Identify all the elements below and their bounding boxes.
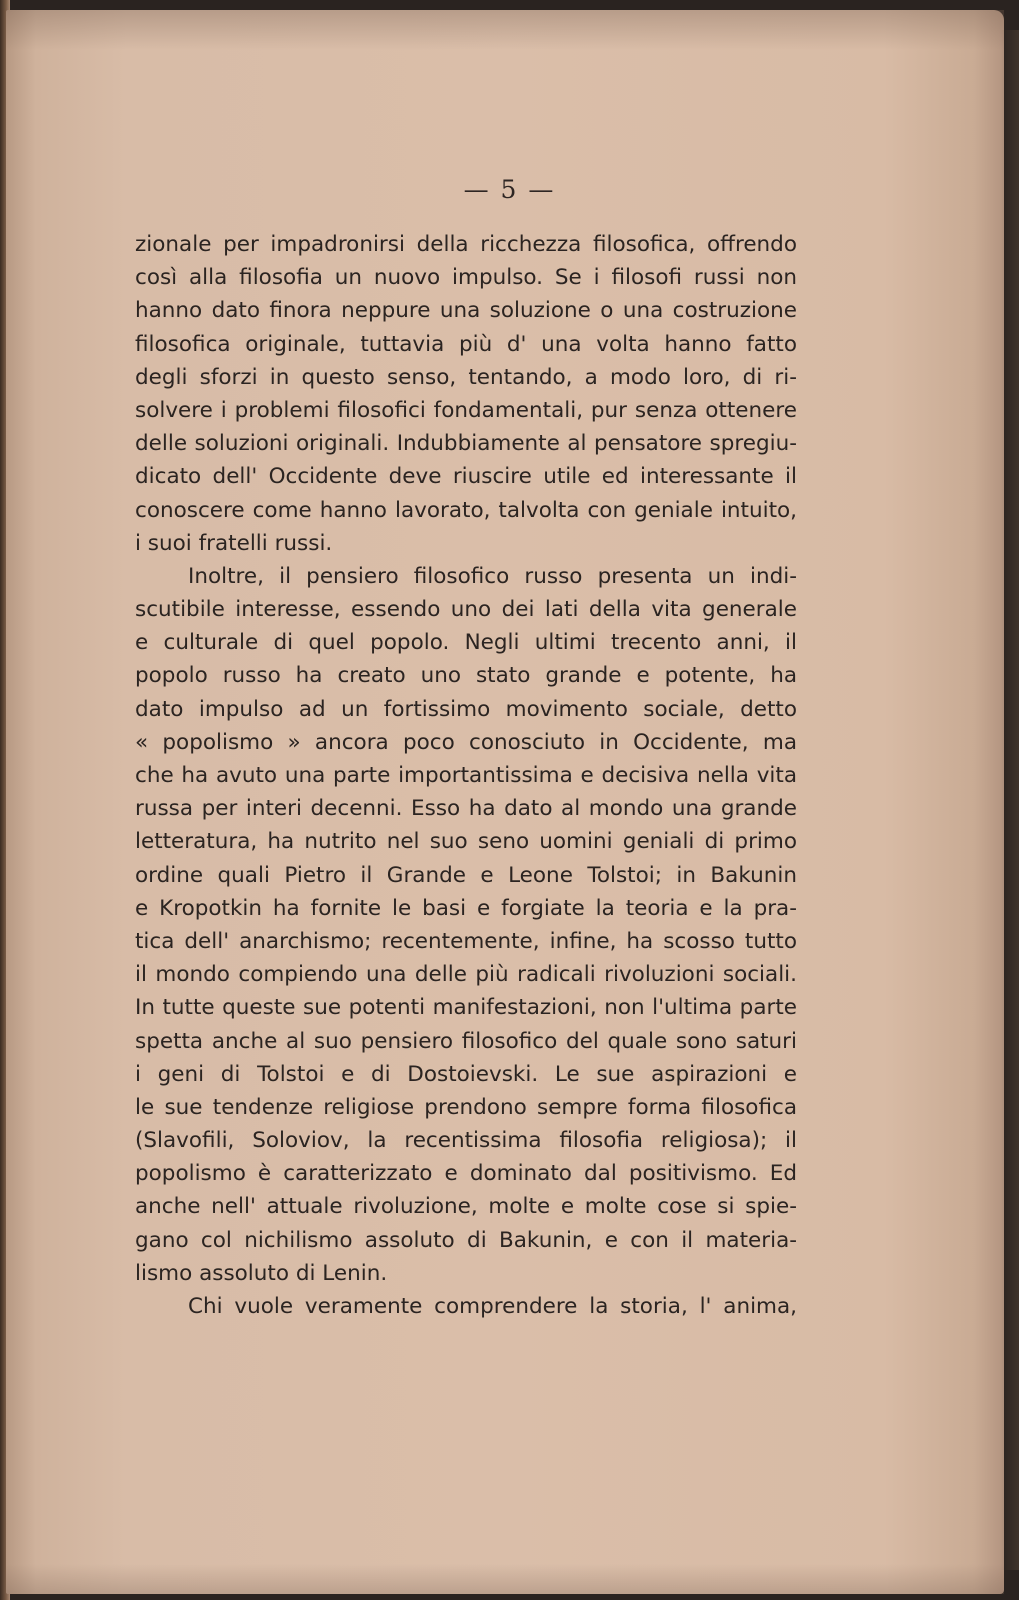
page-number: — 5 — [463, 175, 556, 204]
text-line: tica dell' anarchismo; recentemente, infine, ha scosso tutto [135, 928, 797, 954]
text-line: così alla filosofia un nuovo impulso. Se i filosofi russi non [135, 265, 797, 291]
text-line: che ha avuto una parte importantissima e decisiva nella vita [135, 763, 797, 788]
text-line: degli sforzi in questo senso, tentando, a modo loro, di ri- [135, 364, 797, 390]
text-line: popolo russo ha creato uno stato grande e potente, ha [135, 663, 797, 689]
text-line: dato impulso ad un fortissimo movimento sociale, detto [135, 696, 797, 722]
text-line: le sue tendenze religiose prendono sempre forma filosofica [135, 1094, 797, 1120]
text-line: e Kropotkin ha fornite le basi e forgiate la teoria e la pra- [135, 895, 797, 921]
text-line: filosofica originale, tuttavia più d' una volta hanno fatto [135, 331, 797, 357]
text-line: letteratura, ha nutrito nel suo seno uomini geniali di primo [135, 829, 797, 855]
text-line: delle soluzioni originali. Indubbiamente al pensatore spregiu- [135, 431, 797, 457]
text-line: i suoi fratelli russi. [135, 530, 333, 556]
text-line: Inoltre, il pensiero filosofico russo presenta un indi- [188, 563, 797, 589]
text-line: e culturale di quel popolo. Negli ultimi trecento anni, il [135, 630, 797, 656]
text-line: In tutte queste sue potenti manifestazioni, non l'ultima parte [135, 995, 797, 1021]
text-line: russa per interi decenni. Esso ha dato al mondo una grande [135, 796, 797, 822]
text-line: zionale per impadronirsi della ricchezza filosofica, offrendo [135, 232, 797, 257]
text-line: spetta anche al suo pensiero filosofico del quale sono saturi [135, 1028, 797, 1054]
text-line: dicato dell' Occidente deve riuscire utile ed interessante il [135, 464, 797, 490]
text-line: « popolismo » ancora poco conosciuto in Occidente, ma [135, 729, 797, 755]
text-line: hanno dato finora neppure una soluzione o una costruzione [135, 298, 797, 324]
text-line: solvere i problemi filosofici fondamentali, pur senza ottenere [135, 397, 797, 423]
page-right-shadow [1001, 30, 1019, 1570]
text-line: gano col nichilismo assoluto di Bakunin, e con il materia- [135, 1227, 797, 1253]
text-line: Chi vuole veramente comprendere la storia, l' anima, [188, 1294, 797, 1319]
text-line: il mondo compiendo una delle più radicali rivoluzioni sociali. [135, 962, 797, 988]
text-line: anche nell' attuale rivoluzione, molte e molte cose si spie- [135, 1194, 797, 1220]
text-line: scutibile interesse, essendo uno dei lati della vita generale [135, 597, 797, 623]
text-line: conoscere come hanno lavorato, talvolta con geniale intuito, [135, 497, 797, 523]
text-line: lismo assoluto di Lenin. [135, 1260, 388, 1286]
text-line: (Slavofili, Soloviov, la recentissima filosofia religiosa); il [135, 1128, 797, 1154]
text-line: popolismo è caratterizzato e dominato dal positivismo. Ed [135, 1161, 797, 1187]
text-line: i geni di Tolstoi e di Dostoievski. Le sue aspirazioni e [135, 1061, 797, 1087]
body-text [135, 228, 797, 1323]
text-line: ordine quali Pietro il Grande e Leone Tolstoi; in Bakunin [135, 862, 797, 888]
